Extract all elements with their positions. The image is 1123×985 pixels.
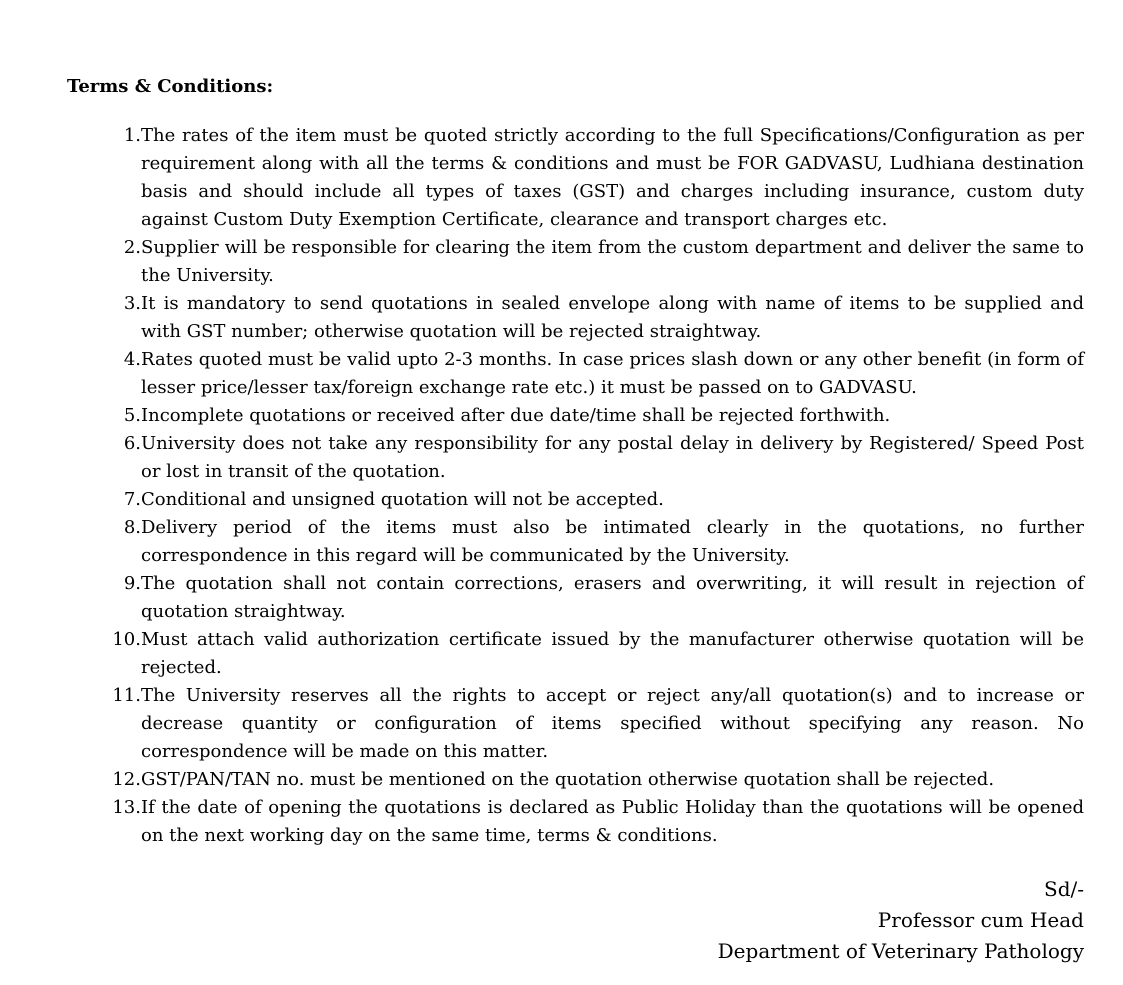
signature-sd: Sd/-: [1044, 877, 1084, 901]
term-number: 9.: [123, 573, 141, 594]
term-text: Must attach valid authorization certificate issued by the manufacturer otherwise quotation will be rejected.: [141, 629, 1084, 678]
term-item: [67, 346, 1084, 402]
term-number: 3.: [123, 293, 141, 314]
term-number: 1.: [123, 125, 141, 146]
term-item: [67, 402, 1084, 430]
term-item: [67, 794, 1084, 850]
term-text: Rates quoted must be valid upto 2-3 months. In case prices slash down or any other benefit (in form of lesser price/lesser tax/foreign exchange rate etc.) it must be passed on to GADVASU.: [141, 349, 1084, 398]
term-item: [67, 514, 1084, 570]
term-number: 2.: [123, 237, 141, 258]
term-text: The quotation shall not contain corrections, erasers and overwriting, it will result in rejection of quotation straightway.: [141, 573, 1084, 622]
term-text: Incomplete quotations or received after due date/time shall be rejected forthwith.: [141, 405, 891, 426]
term-text: GST/PAN/TAN no. must be mentioned on the quotation otherwise quotation shall be rejected.: [141, 769, 995, 790]
term-number: 6.: [123, 433, 141, 454]
term-text: If the date of opening the quotations is declared as Public Holiday than the quotations will be opened on the next working day on the same time, terms & conditions.: [141, 797, 1084, 846]
term-item: [67, 766, 1084, 794]
term-item: [67, 486, 1084, 514]
term-number: 5.: [123, 405, 141, 426]
term-text: University does not take any responsibility for any postal delay in delivery by Registered/ Speed Post or lost in transit of the quotation.: [141, 433, 1084, 482]
term-text: Supplier will be responsible for clearing the item from the custom department and deliver the same to the University.: [141, 237, 1084, 286]
terms-list: [67, 122, 1084, 850]
term-item: [67, 430, 1084, 486]
term-text: Delivery period of the items must also be intimated clearly in the quotations, no further correspondence in this regard will be communicated by the University.: [141, 517, 1084, 566]
terms-heading: Terms & Conditions:: [67, 76, 274, 97]
term-number: 7.: [123, 489, 141, 510]
term-number: 10.: [112, 629, 141, 650]
term-number: 12.: [112, 769, 141, 790]
term-text: The University reserves all the rights to accept or reject any/all quotation(s) and to increase or decrease quantity or configuration of items specified without specifying any reason. No correspondence will be made on this matter.: [141, 685, 1084, 762]
signature-department: Department of Veterinary Pathology: [717, 939, 1084, 963]
term-number: 4.: [123, 349, 141, 370]
term-item: [67, 626, 1084, 682]
signature-block: [718, 874, 1084, 967]
term-item: [67, 290, 1084, 346]
term-item: [67, 234, 1084, 290]
term-text: Conditional and unsigned quotation will not be accepted.: [141, 489, 664, 510]
term-item: [67, 682, 1084, 766]
term-number: 11.: [112, 685, 141, 706]
signature-designation: Professor cum Head: [877, 908, 1084, 932]
term-text: The rates of the item must be quoted strictly according to the full Specifications/Configuration as per requirement along with all the terms & conditions and must be FOR GADVASU, Ludhiana destination basis and should include all types of taxes (GST) and charges including insurance, custom duty against Custom Duty Exemption Certificate, clearance and transport charges etc.: [141, 125, 1084, 230]
term-number: 8.: [123, 517, 141, 538]
term-item: [67, 122, 1084, 234]
term-number: 13.: [112, 797, 141, 818]
term-item: [67, 570, 1084, 626]
term-text: It is mandatory to send quotations in sealed envelope along with name of items to be supplied and with GST number; otherwise quotation will be rejected straightway.: [141, 293, 1084, 342]
